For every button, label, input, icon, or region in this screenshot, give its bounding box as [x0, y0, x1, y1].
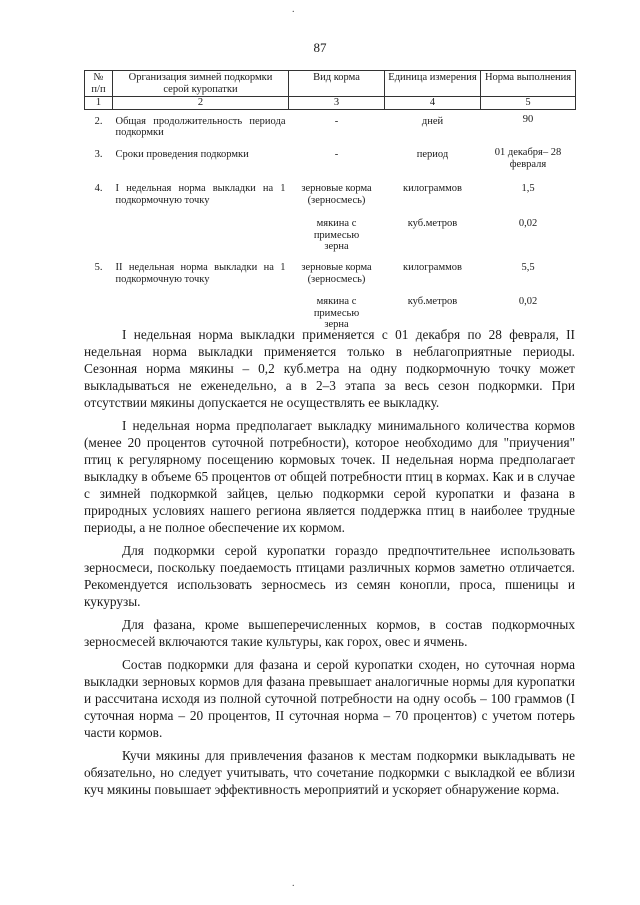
paragraph: I недельная норма предполагает выкладку минимального количества кормов (менее 20 процентов суточной потребности), которое необходимо для "приучения" птиц к регулярному посещению кормовых точек. II недельная норма предполагает выкладку в объеме 65 процентов от общей потребности птиц в кормах. Как и в случае с зимней подкормкой зайцев, целью подкормки серой куропатки и фазана в природных условиях нашего региона является поддержка птиц в наиболее трудные периоды, а не полное обеспечение их кормом.	[84, 418, 575, 535]
row-unit: килограммов	[403, 262, 462, 273]
row-norm: 01 декабря– 28 февраля	[494, 147, 562, 170]
norms-table	[84, 70, 576, 336]
row-norm: 1,5	[521, 183, 535, 194]
row-org: I недельная норма выкладки на 1 подкормочную точку	[115, 183, 286, 206]
paragraph: Для фазана, кроме вышеперечисленных кормов, в состав подкормочных зерносмесей включаются такие культуры, как горох, овес и ячмень.	[84, 617, 575, 649]
row-unit: куб.метров	[407, 296, 458, 307]
row-org: II недельная норма выкладки на 1 подкормочную точку	[115, 262, 286, 285]
header-type: Вид корма	[289, 71, 385, 97]
table-row	[85, 109, 576, 147]
table-row	[85, 262, 576, 296]
row-num: 3.	[94, 149, 103, 160]
row-type: мякина с примесью зерна	[313, 218, 360, 252]
header-unit: Единица измерения	[385, 71, 481, 97]
paragraph: Кучи мякины для привлечения фазанов к местам подкормки выкладывать не обязательно, но следует учитывать, что сочетание подкормки с выкладкой ее вблизи куч мякины повышает эффективность мероприятий и ускоряет обнаружение корма.	[84, 748, 575, 797]
index-cell: 3	[289, 97, 385, 110]
row-unit: килограммов	[403, 183, 462, 194]
header-num: № п/п	[85, 71, 113, 97]
table-row	[85, 147, 576, 183]
row-unit: дней	[421, 115, 444, 127]
row-org	[113, 218, 289, 262]
header-org: Организация зимней подкормки серой куропатки	[113, 71, 289, 97]
index-cell: 5	[481, 97, 576, 110]
header-norm: Норма выполнения	[481, 71, 576, 97]
index-cell: 2	[113, 97, 289, 110]
row-num	[85, 218, 113, 262]
body-text	[84, 326, 575, 804]
table-index-row	[85, 97, 576, 110]
index-cell: 4	[385, 97, 481, 110]
index-cell: 1	[85, 97, 113, 110]
paragraph: I недельная норма выкладки применяется с 01 декабря по 28 февраля, II недельная норма выкладки применяется только в неблагоприятные периоды. Сезонная норма мякины – 0,2 куб.метра на одну подкормочную точку может выкладываться не еженедельно, а в 2–3 этапа за весь сезон подкормки. При отсутствии мякины допускается не осуществлять ее выкладку.	[84, 327, 575, 410]
row-type: -	[334, 115, 339, 127]
table-header-row	[85, 71, 576, 97]
row-type: мякина с примесью зерна	[313, 296, 360, 330]
scan-mark-bottom: .	[292, 878, 295, 889]
row-unit: период	[416, 149, 449, 160]
row-unit: куб.метров	[407, 218, 458, 229]
row-type: -	[334, 149, 339, 160]
row-type: зерновые корма (зерносмесь)	[301, 262, 372, 285]
row-norm: 5,5	[521, 262, 535, 273]
table-row	[85, 218, 576, 262]
row-type: зерновые корма (зерносмесь)	[301, 183, 372, 206]
row-norm: 0,02	[518, 218, 538, 229]
row-org: Общая продолжительность периода подкормки	[115, 115, 286, 138]
row-org: Сроки проведения подкормки	[115, 149, 249, 160]
table-row	[85, 183, 576, 218]
row-num: 2.	[94, 115, 103, 127]
paragraph: Состав подкормки для фазана и серой куропатки сходен, но суточная норма выкладки зерновых кормов для фазана превышает аналогичные нормы для куропатки и рассчитана исходя из полной суточной потребности на одну особь – 100 граммов (I суточная норма – 20 процентов, II суточная норма – 70 процентов) с учетом потерь части кормов.	[84, 657, 575, 740]
scan-mark-top: .	[292, 4, 295, 15]
row-num: 5.	[94, 262, 103, 273]
paragraph: Для подкормки серой куропатки гораздо предпочтительнее использовать зерносмеси, поскольку поедаемость птицами различных кормов заметно отличается. Рекомендуется использовать зерносмесь из семян конопли, проса, пшеницы и кукурузы.	[84, 543, 575, 609]
row-norm: 0,02	[518, 296, 538, 307]
page-number: 87	[313, 40, 327, 55]
row-norm: 90	[522, 113, 534, 125]
row-num: 4.	[94, 183, 103, 194]
